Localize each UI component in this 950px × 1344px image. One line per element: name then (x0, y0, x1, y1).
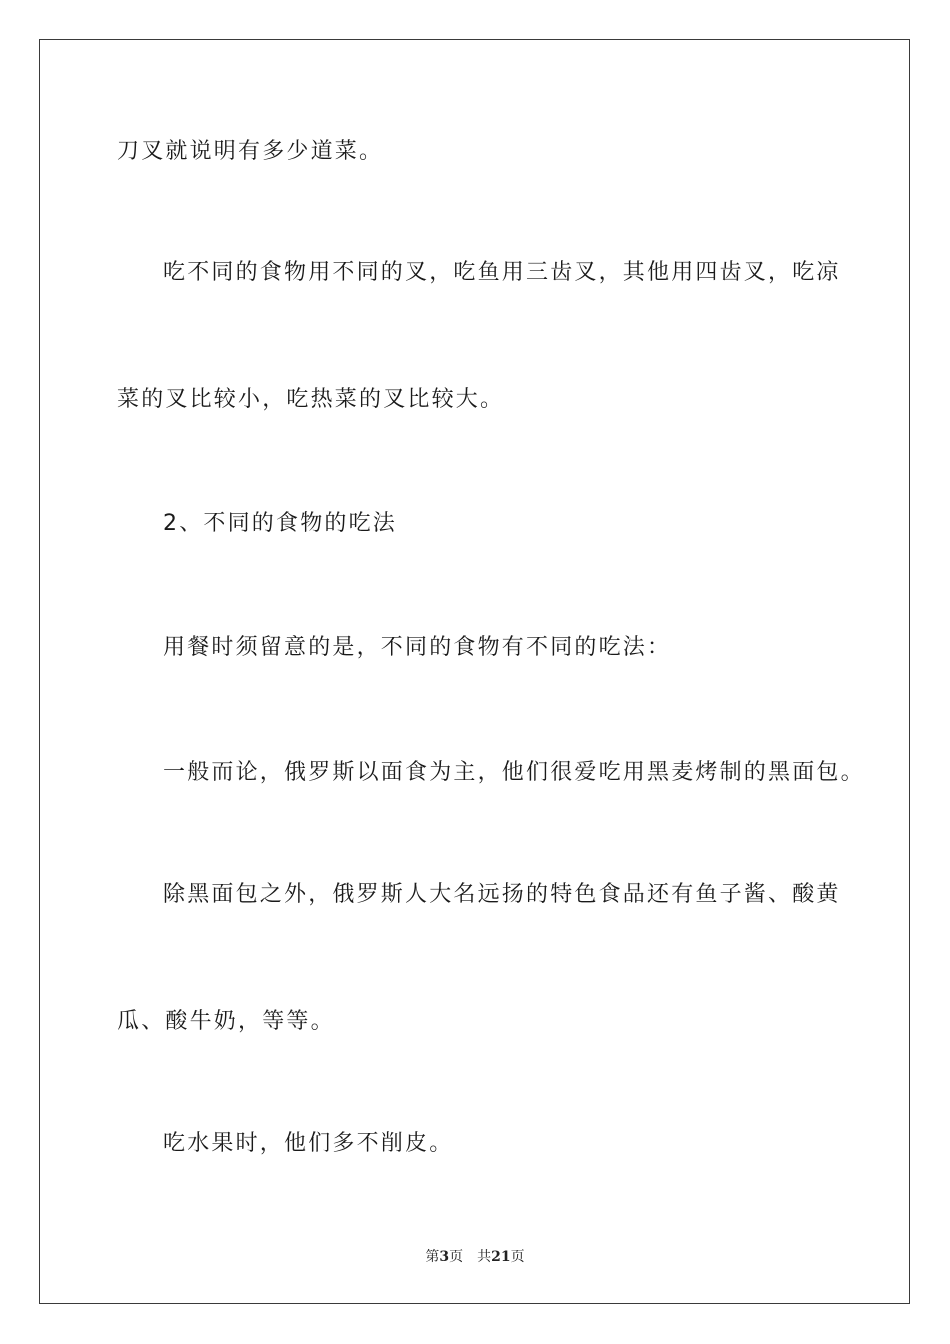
paragraph-line: 一般而论，俄罗斯以面食为主，他们很爱吃用黑麦烤制的黑面包。 (163, 760, 865, 785)
footer-total-suffix: 页 (510, 1249, 525, 1265)
paragraph-line: 菜的叉比较小，吃热菜的叉比较大。 (117, 387, 505, 412)
footer-page-prefix: 第 (425, 1249, 440, 1265)
paragraph-line: 除黑面包之外，俄罗斯人大名远扬的特色食品还有鱼子酱、酸黄 (163, 882, 841, 907)
current-page-number: 3 (439, 1249, 450, 1265)
section-heading: 2、不同的食物的吃法 (163, 511, 397, 536)
paragraph-line: 吃不同的食物用不同的叉，吃鱼用三齿叉，其他用四齿叉，吃凉 (163, 260, 841, 285)
paragraph-line: 用餐时须留意的是，不同的食物有不同的吃法： (163, 635, 672, 660)
total-pages-number: 21 (491, 1249, 511, 1265)
page-footer (0, 1246, 950, 1266)
paragraph-line: 刀叉就说明有多少道菜。 (117, 139, 384, 164)
paragraph-line: 吃水果时，他们多不削皮。 (163, 1131, 454, 1156)
footer-total-prefix: 共 (477, 1249, 492, 1265)
paragraph-line: 瓜、酸牛奶，等等。 (117, 1009, 335, 1034)
page-border (39, 39, 910, 1304)
footer-page-suffix: 页 (449, 1249, 464, 1265)
